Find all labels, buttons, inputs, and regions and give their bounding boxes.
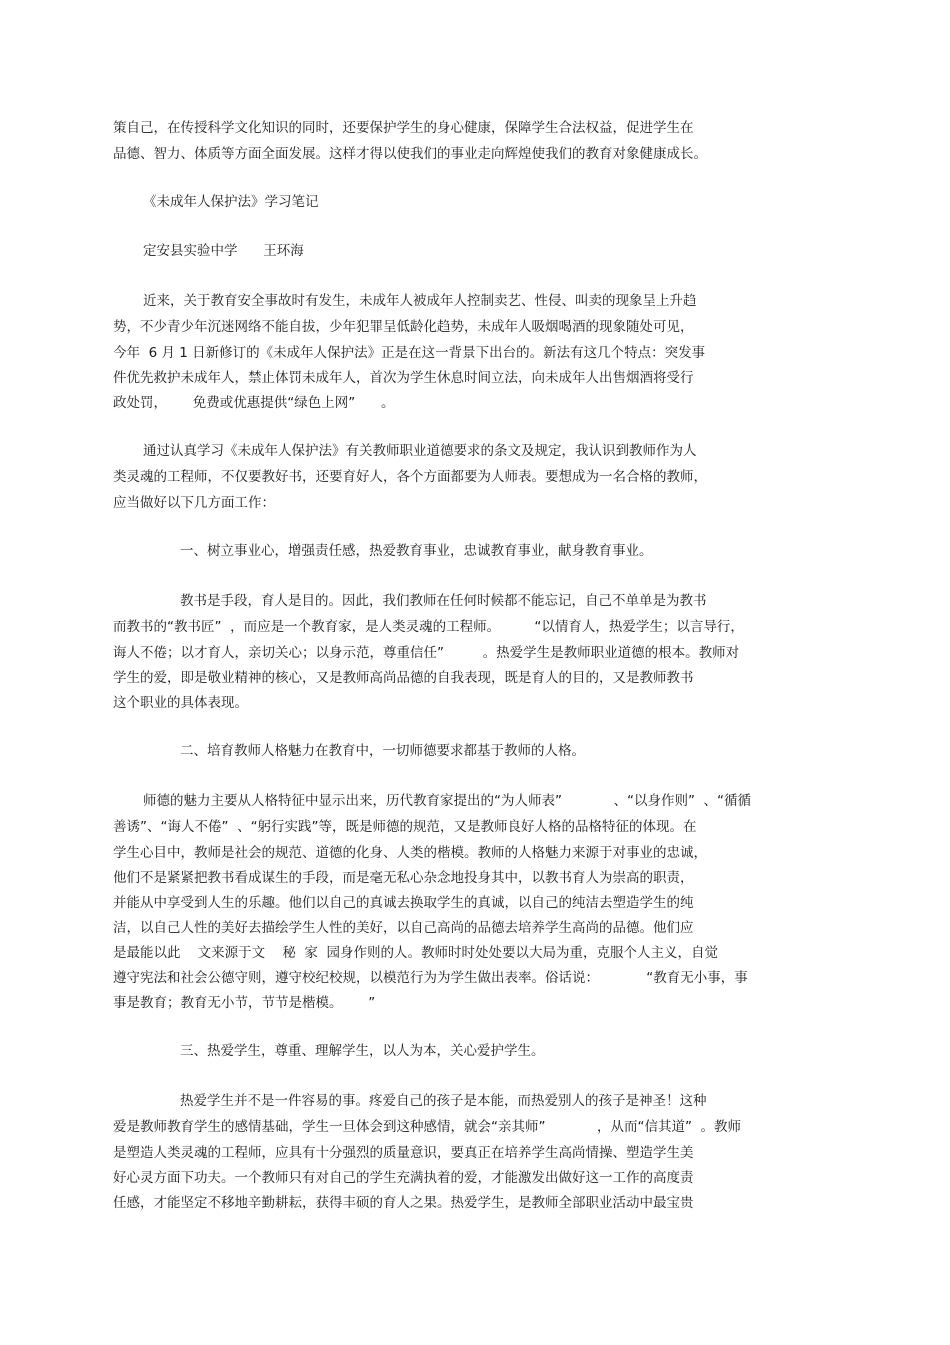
paragraph-line: 任感，才能坚定不移地辛勤耕耘，获得丰硕的育人之果。热爱学生，是教师全部职业活动中最宝贵 (113, 1195, 694, 1211)
paragraph-line: 学生心目中，教师是社会的规范、道德的化身、人类的楷模。教师的人格魅力来源于对事业的忠诚， (113, 845, 707, 861)
paragraph-line: 遵守宪法和社会公德守则，遵守校纪校规，以模范行为为学生做出表率。俗话说： “教育无小事，事 (113, 970, 748, 986)
section-heading: 一、树立事业心，增强责任感，热爱教育事业，忠诚教育事业，献身教育事业。 (180, 543, 653, 559)
paragraph-line: 教书是手段，育人是目的。因此，我们教师在任何时候都不能忘记，自己不单单是为教书 (180, 593, 707, 609)
paragraph-line: 他们不是紧紧把教书看成谋生的手段，而是毫无私心杂念地投身其中，以教书育人为崇高的职责， (113, 870, 694, 886)
section-heading: 三、热爱学生，尊重、理解学生，以人为本，关心爱护学生。 (180, 1043, 545, 1059)
paragraph-line: 势，不少青少年沉迷网络不能自拔，少年犯罪呈低龄化趋势，未成年人吸烟喝酒的现象随处可见， (113, 319, 694, 335)
paragraph-line: 政处罚， 免费或优惠提供“绿色上网” 。 (113, 395, 395, 411)
document-title: 《未成年人保护法》学习笔记 (143, 194, 319, 210)
paragraph-line: 好心灵方面下功夫。一个教师只有对自己的学生充满执着的爱，才能激发出做好这一工作的高度责 (113, 1170, 694, 1186)
paragraph-line: 近来，关于教育安全事故时有发生，未成年人被成年人控制卖艺、性侵、叫卖的现象呈上升趋 (143, 293, 697, 309)
paragraph-line: 并能从中享受到人生的乐趣。他们以自己的真诚去换取学生的真诚，以自己的纯洁去塑造学生的纯 (113, 895, 694, 911)
paragraph-line: 通过认真学习《未成年人保护法》有关教师职业道德要求的条文及规定，我认识到教师作为人 (143, 443, 697, 459)
paragraph-line: 爱是教师教育学生的感情基础，学生一旦体会到这种感情，就会“亲其师” ，从而“信其道” 。教师 (113, 1119, 742, 1135)
paragraph-line: 事是教育；教育无小节，节节是楷模。 ” (113, 995, 376, 1011)
intro-line: 策自己，在传授科学文化知识的同时，还要保护学生的身心健康，保障学生合法权益，促进学生在 (113, 120, 694, 136)
author-line: 定安县实验中学 王环海 (143, 243, 304, 259)
paragraph-line: 学生的爱，即是敬业精神的核心，又是教师高尚品德的自我表现，既是育人的目的，又是教师教书 (113, 670, 694, 686)
paragraph-line: 善诱”、“诲人不倦” 、“躬行实践”等，既是师德的规范，又是教师良好人格的品格特征的体现。在 (113, 819, 697, 835)
paragraph-line: 是最能以此 文来源于文 秘 家 园身作则的人。教师时时处处要以大局为重，克服个人主义，自觉 (113, 945, 718, 961)
paragraph-line: 而教书的“教书匠” ，而应是一个教育家，是人类灵魂的工程师。 “以情育人，热爱学生；以言导行， (113, 619, 744, 635)
paragraph-line: 今年 6 月 1 日新修订的《未成年人保护法》正是在这一背景下出台的。新法有这几个特点：突发事 (113, 345, 706, 361)
paragraph-line: 这个职业的具体表现。 (113, 695, 248, 711)
section-heading: 二、培育教师人格魅力在教育中，一切师德要求都基于教师的人格。 (180, 743, 585, 759)
intro-line: 品德、智力、体质等方面全面发展。这样才得以使我们的事业走向辉煌使我们的教育对象健康成长。 (113, 146, 707, 162)
paragraph-line: 是塑造人类灵魂的工程师，应具有十分强烈的质量意识，要真正在培养学生高尚情操、塑造学生美 (113, 1145, 694, 1161)
paragraph-line: 应当做好以下几方面工作： (113, 495, 275, 511)
paragraph-line: 类灵魂的工程师，不仅要教好书，还要育好人，各个方面都要为人师表。要想成为一名合格的教师， (113, 469, 707, 485)
paragraph-line: 师德的魅力主要从人格特征中显示出来，历代教育家提出的“为人师表” 、“以身作则” 、“循循 (143, 793, 752, 809)
paragraph-line: 热爱学生并不是一件容易的事。疼爱自己的孩子是本能，而热爱别人的孩子是神圣！这种 (180, 1093, 707, 1109)
paragraph-line: 件优先救护未成年人，禁止体罚未成年人，首次为学生休息时间立法，向未成年人出售烟酒将受行 (113, 370, 694, 386)
paragraph-line: 诲人不倦；以才育人，亲切关心；以身示范，尊重信任” 。热爱学生是教师职业道德的根本。教师对 (113, 645, 740, 661)
paragraph-line: 洁，以自己人性的美好去描绘学生人性的美好，以自己高尚的品德去培养学生高尚的品德。他们应 (113, 920, 694, 936)
